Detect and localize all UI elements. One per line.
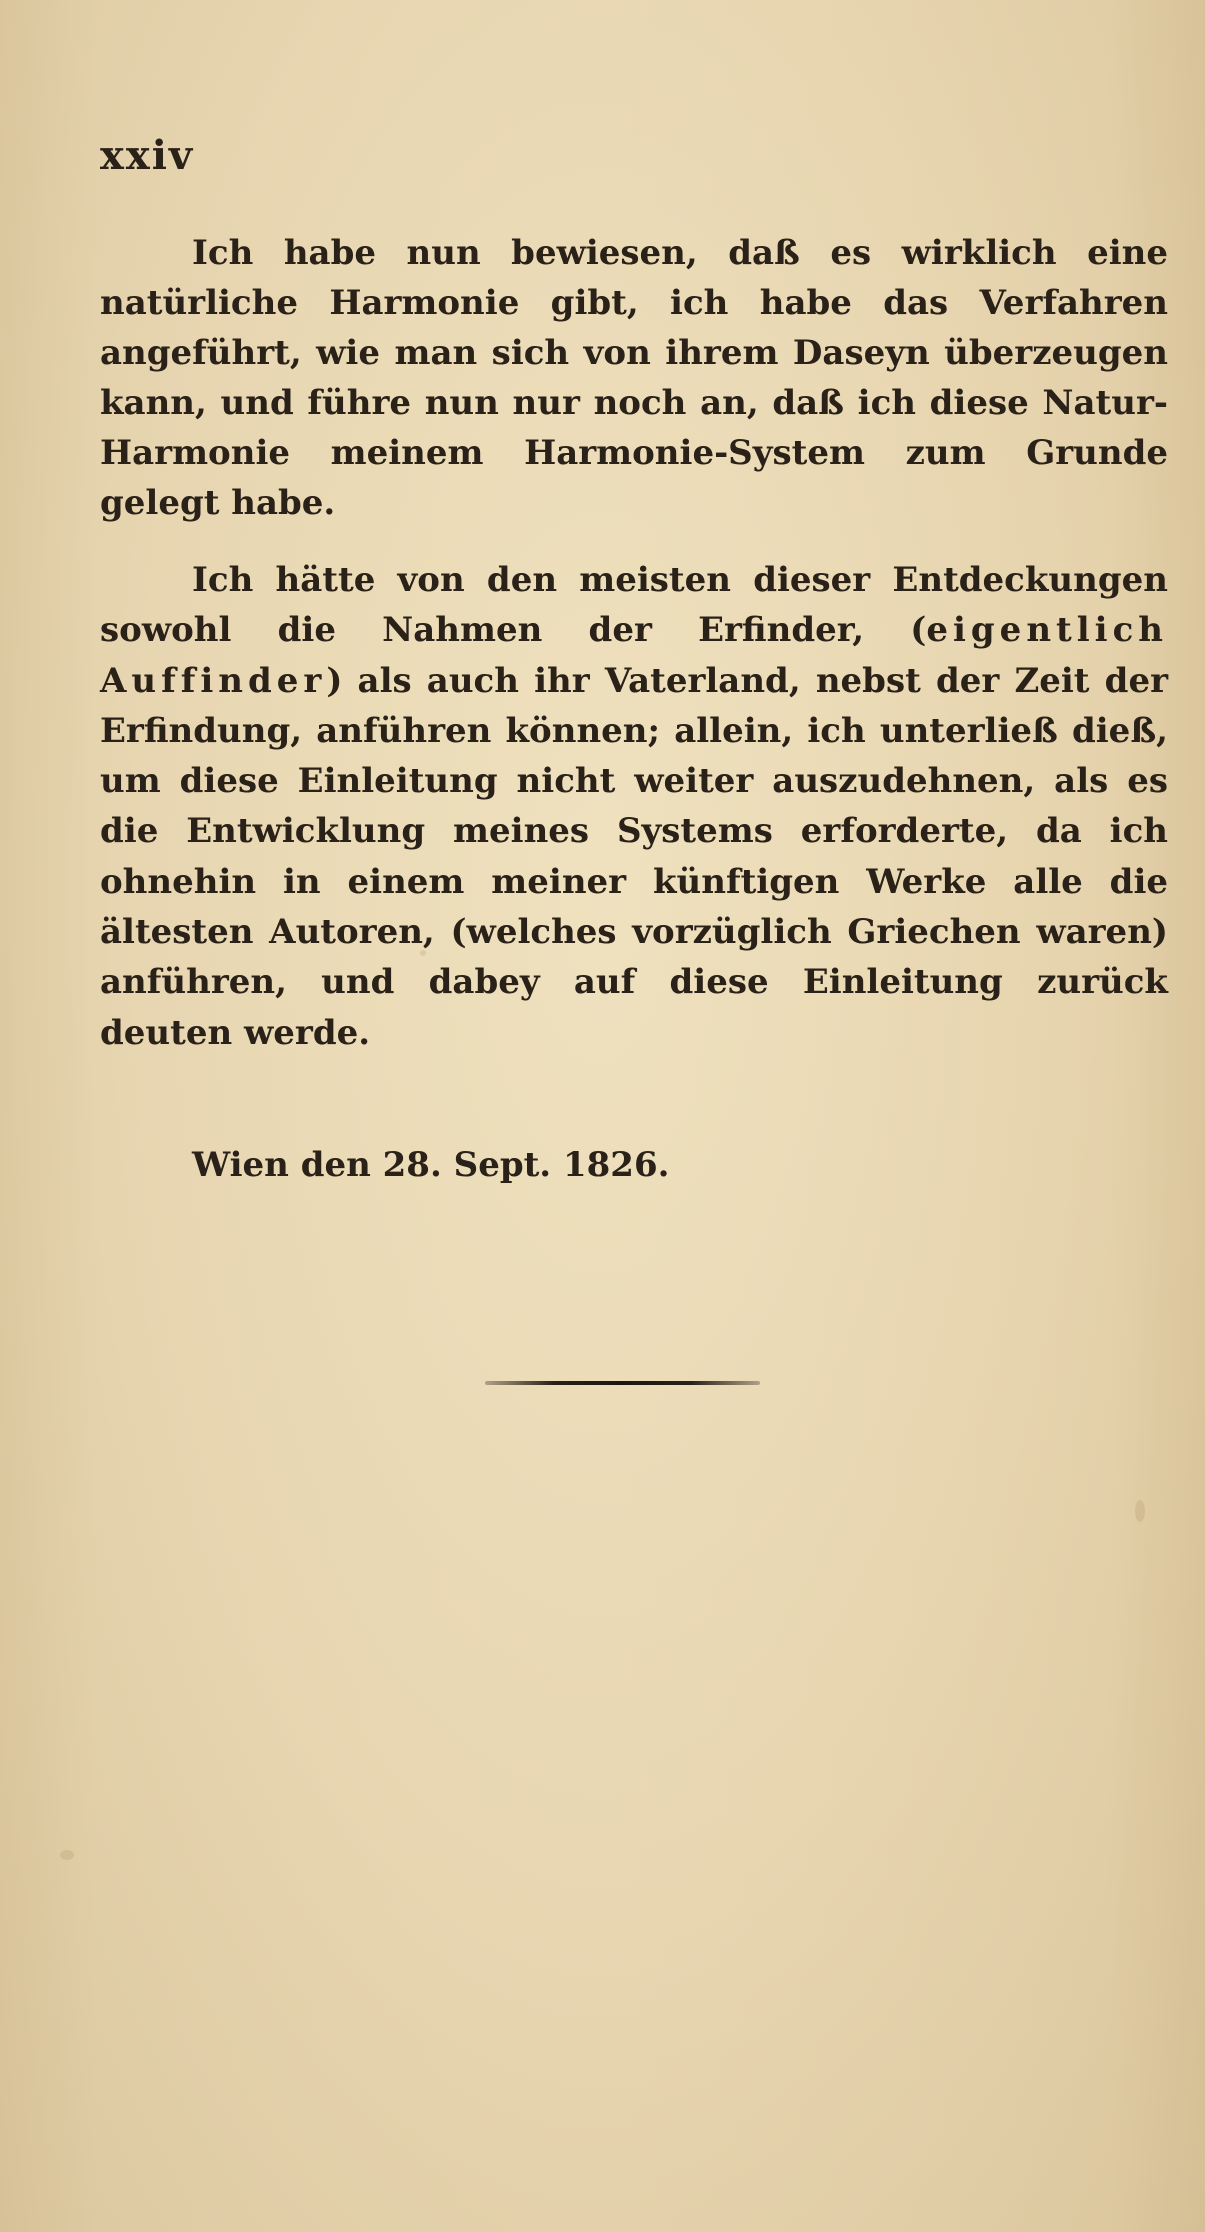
paper-stain	[1135, 1500, 1145, 1522]
dateline: Wien den 28. Sept. 1826.	[192, 1145, 670, 1185]
paragraph-1	[100, 228, 1168, 528]
paragraph-1-text: Ich habe nun bewiesen, daß es wirklich eine natürliche Harmonie gibt, ich habe das Verfahren angeführt, wie man sich von ihrem Daseyn überzeugen kann, und führe nun nur noch an, daß ich diese Natur-Harmonie meinem Harmonie-System zum Grunde gelegt habe.	[100, 233, 1168, 523]
page-number: xxiv	[100, 132, 195, 179]
paper-stain	[60, 1850, 74, 1860]
paragraph-2-text-before: Ich hätte von den meisten dieser Entdeckungen sowohl die Nahmen der Erfinder, (	[100, 560, 1168, 651]
closing-rule	[485, 1381, 760, 1385]
paragraph-2-text-after: ) als auch ihr Vaterland, nebst der Zeit der Erfindung, anführen können; allein, ich unterließ dieß, um diese Einleitung nicht weiter auszudehnen, als es die Entwicklung meines Systems erforderte, da ich ohnehin in einem meiner künftigen Werke alle die ältesten Autoren, (welches vorzüglich Griechen waren) anführen, und dabey auf diese Einleitung zurück deuten werde.	[100, 660, 1168, 1053]
paragraph-2	[100, 555, 1168, 1058]
paragraph-2-spaced-text: eigentlich Auffinder	[100, 610, 1168, 701]
